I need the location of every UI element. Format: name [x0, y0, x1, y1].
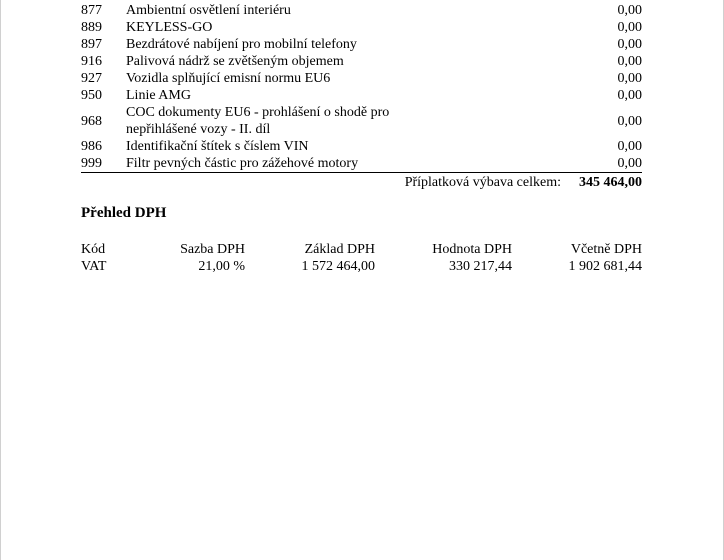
option-name: KEYLESS-GO	[126, 20, 213, 35]
option-code: 950	[81, 88, 102, 103]
option-name: Ambientní osvětlení interiéru	[126, 3, 291, 18]
option-price: 0,00	[617, 37, 642, 52]
option-code: 999	[81, 156, 102, 171]
option-row	[81, 138, 642, 155]
vat-header-total: Včetně DPH	[570, 242, 642, 257]
option-price: 0,00	[617, 20, 642, 35]
vat-table-row	[81, 258, 642, 275]
options-list	[81, 2, 642, 192]
vat-header-base: Základ DPH	[304, 242, 375, 257]
option-price: 0,00	[617, 88, 642, 103]
option-price: 0,00	[617, 3, 642, 18]
option-code: 968	[81, 113, 102, 129]
vat-header-rate: Sazba DPH	[180, 242, 245, 257]
option-code: 877	[81, 3, 102, 18]
option-price: 0,00	[617, 113, 642, 129]
option-code: 889	[81, 20, 102, 35]
option-name: Palivová nádrž se zvětšeným objemem	[126, 54, 344, 69]
option-code: 897	[81, 37, 102, 52]
option-price: 0,00	[617, 156, 642, 171]
option-row	[81, 87, 642, 104]
vat-table	[81, 241, 642, 275]
option-name: Vozidla splňující emisní normu EU6	[126, 71, 331, 86]
option-code: 986	[81, 139, 102, 154]
option-price: 0,00	[617, 54, 642, 69]
vat-section-title: Přehled DPH	[81, 205, 167, 221]
option-name: COC dokumenty EU6 - prohlášení o shodě pro nepřihlášené vozy - II. díl	[126, 105, 390, 137]
vat-cell-base: 1 572 464,00	[301, 259, 375, 274]
option-row	[81, 70, 642, 87]
option-row	[81, 155, 642, 173]
option-row	[81, 19, 642, 36]
options-total-value: 345 464,00	[579, 175, 642, 190]
option-price: 0,00	[617, 71, 642, 86]
option-name: Identifikační štítek s číslem VIN	[126, 139, 309, 154]
vat-table-header	[81, 241, 642, 258]
option-row	[81, 36, 642, 53]
option-row	[81, 104, 642, 138]
option-code: 916	[81, 54, 102, 69]
vat-cell-amount: 330 217,44	[449, 259, 512, 274]
vat-header-code: Kód	[81, 242, 106, 257]
vat-header-amount: Hodnota DPH	[432, 242, 512, 257]
option-price: 0,00	[617, 139, 642, 154]
option-code: 927	[81, 71, 102, 86]
option-row	[81, 2, 642, 19]
option-row	[81, 53, 642, 70]
vat-cell-rate: 21,00 %	[198, 259, 245, 274]
options-total-label: Příplatková výbava celkem:	[404, 175, 561, 190]
vat-cell-code: VAT	[81, 259, 107, 274]
vat-cell-total: 1 902 681,44	[568, 259, 642, 274]
options-total-row	[81, 174, 642, 192]
option-name: Bezdrátové nabíjení pro mobilní telefony	[126, 37, 357, 52]
page-border-left	[0, 0, 1, 560]
option-name: Linie AMG	[126, 88, 191, 103]
option-name: Filtr pevných částic pro zážehové motory	[126, 156, 359, 171]
